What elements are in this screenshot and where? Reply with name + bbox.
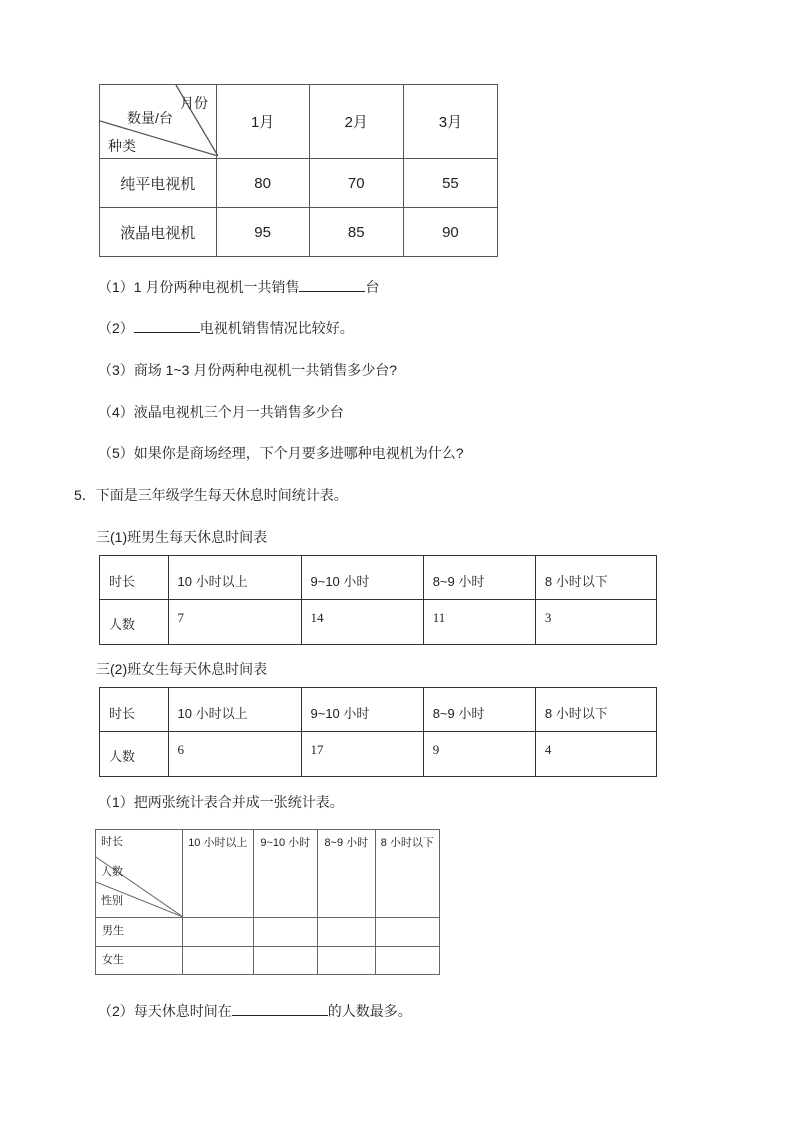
girls-table-caption: 三(2)班女生每天休息时间表: [96, 661, 268, 677]
corner-label-month: 月份: [180, 95, 208, 111]
question-text: （1）1 月份两种电视机一共销售: [98, 279, 300, 295]
table-cell: 11: [423, 600, 535, 645]
header-cell: 8~9 小时: [423, 556, 535, 600]
question-text: （2）每天休息时间在: [98, 1003, 232, 1019]
sub-question-2: [98, 1001, 412, 1021]
header-cell: 8 小时以下: [375, 830, 439, 918]
question-text: 电视机销售情况比较好。: [199, 320, 354, 336]
table-row: [96, 946, 440, 974]
row-label: 人数: [100, 732, 169, 777]
row-label: 男生: [96, 917, 183, 946]
table-cell: 4: [535, 732, 656, 777]
table-row: [100, 208, 498, 257]
table-cell: 90: [403, 208, 497, 257]
header-cell: 9~10 小时: [301, 688, 423, 732]
header-cell: 10 小时以上: [168, 688, 301, 732]
corner-label-count: 人数: [101, 866, 123, 878]
header-cell: 8~9 小时: [318, 830, 376, 918]
table-row: [100, 556, 657, 600]
corner-label-duration: 时长: [101, 836, 123, 848]
header-cell: 10 小时以上: [183, 830, 253, 918]
corner-label-gender: 性别: [101, 895, 123, 907]
question-text: 台: [365, 279, 380, 295]
month-header: 2月: [309, 85, 403, 159]
table-cell: 17: [301, 732, 423, 777]
row-label: 女生: [96, 946, 183, 974]
boys-table-caption: 三(1)班男生每天休息时间表: [96, 529, 268, 545]
answer-cell[interactable]: [253, 946, 318, 974]
month-header: 3月: [403, 85, 497, 159]
table-row: [100, 732, 657, 777]
table-row: [100, 600, 657, 645]
table-cell: 14: [301, 600, 423, 645]
question-1: [98, 277, 379, 297]
answer-cell[interactable]: [253, 917, 318, 946]
table-cell: 70: [309, 159, 403, 208]
answer-cell[interactable]: [375, 946, 439, 974]
question-text: 的人数最多。: [327, 1003, 412, 1019]
table-row: [96, 830, 440, 918]
answer-blank[interactable]: [299, 277, 365, 292]
answer-cell[interactable]: [318, 917, 376, 946]
question-3: （3）商场 1~3 月份两种电视机一共销售多少台?: [98, 362, 398, 378]
answer-cell[interactable]: [183, 917, 253, 946]
table-cell: 3: [535, 600, 656, 645]
header-cell: 9~10 小时: [301, 556, 423, 600]
table-cell: 6: [168, 732, 301, 777]
answer-blank[interactable]: [232, 1001, 328, 1016]
table-cell: 7: [168, 600, 301, 645]
sub-question-1: （1）把两张统计表合并成一张统计表。: [98, 794, 344, 810]
combined-rest-table: [95, 829, 440, 975]
table-cell: 9: [423, 732, 535, 777]
problem-5-title: 5．下面是三年级学生每天休息时间统计表。: [74, 487, 348, 503]
answer-cell[interactable]: [375, 917, 439, 946]
girls-rest-table: [99, 687, 657, 777]
question-2: [98, 318, 354, 338]
header-cell: 9~10 小时: [253, 830, 318, 918]
header-cell: 8~9 小时: [423, 688, 535, 732]
table-corner-cell: [100, 85, 217, 159]
header-cell: 10 小时以上: [168, 556, 301, 600]
table-corner-cell: [96, 830, 183, 918]
table-cell: 80: [216, 159, 309, 208]
table-row: [96, 917, 440, 946]
table-cell: 85: [309, 208, 403, 257]
corner-label-type: 种类: [108, 138, 136, 154]
boys-rest-table: [99, 555, 657, 645]
question-5: （5）如果你是商场经理，下个月要多进哪种电视机为什么?: [98, 445, 464, 461]
month-header: 1月: [216, 85, 309, 159]
corner-label-quantity: 数量/台: [127, 110, 173, 126]
header-cell: 时长: [100, 556, 169, 600]
row-label: 人数: [100, 600, 169, 645]
row-label: 纯平电视机: [100, 159, 217, 208]
question-4: （4）液晶电视机三个月一共销售多少台: [98, 404, 344, 420]
header-cell: 8 小时以下: [535, 688, 656, 732]
answer-cell[interactable]: [318, 946, 376, 974]
answer-cell[interactable]: [183, 946, 253, 974]
header-cell: 时长: [100, 688, 169, 732]
header-cell: 8 小时以下: [535, 556, 656, 600]
tv-sales-table: [99, 84, 498, 257]
table-cell: 95: [216, 208, 309, 257]
answer-blank[interactable]: [134, 318, 200, 333]
table-row: [100, 688, 657, 732]
question-text: （2）: [98, 320, 134, 336]
table-cell: 55: [403, 159, 497, 208]
row-label: 液晶电视机: [100, 208, 217, 257]
table-row: [100, 159, 498, 208]
